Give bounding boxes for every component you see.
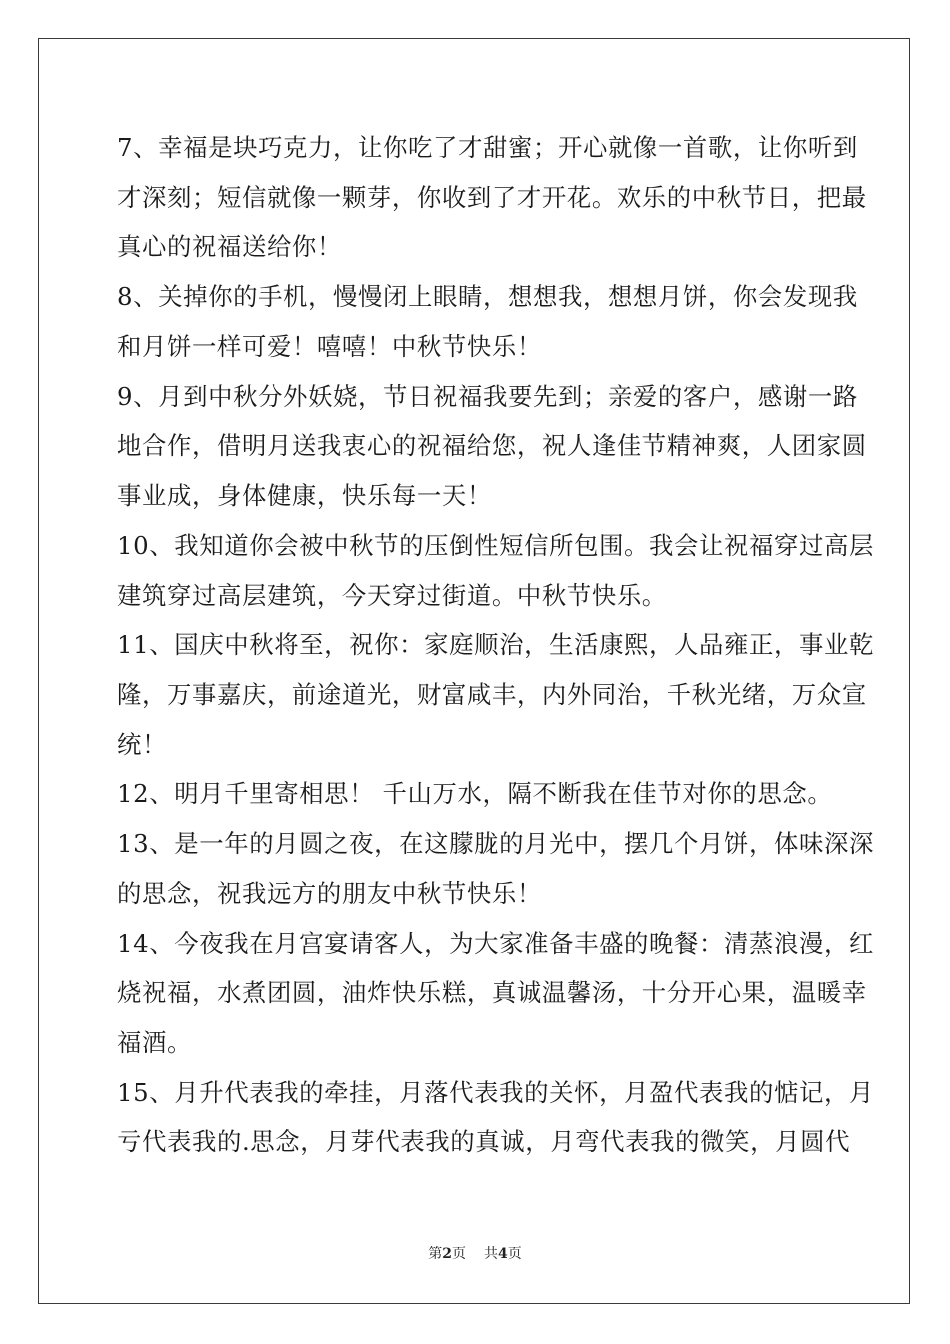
text-line: 8、关掉你的手机，慢慢闭上眼睛，想想我，想想月饼，你会发现我	[117, 282, 858, 311]
text-line: 的思念，祝我远方的朋友中秋节快乐！	[117, 879, 542, 908]
text-line: 事业成，身体健康，快乐每一天！	[117, 481, 492, 510]
page-footer	[0, 1244, 950, 1264]
text-line: 统！	[117, 730, 167, 759]
total-suffix: 页	[507, 1246, 522, 1262]
text-line: 11、国庆中秋将至，祝你：家庭顺治，生活康熙，人品雍正，事业乾	[117, 630, 874, 659]
text-line: 真心的祝福送给你！	[117, 232, 342, 261]
text-line: 才深刻；短信就像一颗芽，你收到了才开花。欢乐的中秋节日，把最	[117, 183, 867, 212]
text-line: 9、月到中秋分外妖娆，节日祝福我要先到；亲爱的客户，感谢一路	[117, 382, 858, 411]
text-line: 烧祝福，水煮团圆，油炸快乐糕，真诚温馨汤，十分开心果，温暖幸	[117, 978, 867, 1007]
text-line: 亏代表我的.思念，月芽代表我的真诚，月弯代表我的微笑，月圆代	[117, 1127, 851, 1156]
page-number: 2	[442, 1246, 452, 1262]
text-line: 15、月升代表我的牵挂，月落代表我的关怀，月盈代表我的惦记，月	[117, 1078, 874, 1107]
text-line: 13、是一年的月圆之夜，在这朦胧的月光中，摆几个月饼，体味深深	[117, 829, 874, 858]
text-line: 福酒。	[117, 1028, 192, 1057]
page-prefix: 第	[428, 1246, 443, 1262]
text-line: 14、今夜我在月宫宴请客人，为大家准备丰盛的晚餐：清蒸浪漫，红	[117, 929, 874, 958]
text-line: 7、幸福是块巧克力，让你吃了才甜蜜；开心就像一首歌，让你听到	[117, 133, 858, 162]
total-prefix: 共	[484, 1246, 498, 1262]
text-line: 10、我知道你会被中秋节的压倒性短信所包围。我会让祝福穿过高层	[117, 531, 874, 560]
text-line: 隆，万事嘉庆，前途道光，财富咸丰，内外同治，千秋光绪，万众宣	[117, 680, 867, 709]
total-pages: 4	[498, 1246, 508, 1262]
text-line: 12、明月千里寄相思！ 千山万水，隔不断我在佳节对你的思念。	[117, 779, 833, 808]
text-line: 地合作，借明月送我衷心的祝福给您，祝人逢佳节精神爽，人团家圆	[117, 431, 867, 460]
page-suffix: 页	[452, 1246, 466, 1262]
text-line: 和月饼一样可爱！嘻嘻！中秋节快乐！	[117, 332, 542, 361]
text-line: 建筑穿过高层建筑，今天穿过街道。中秋节快乐。	[117, 581, 667, 610]
